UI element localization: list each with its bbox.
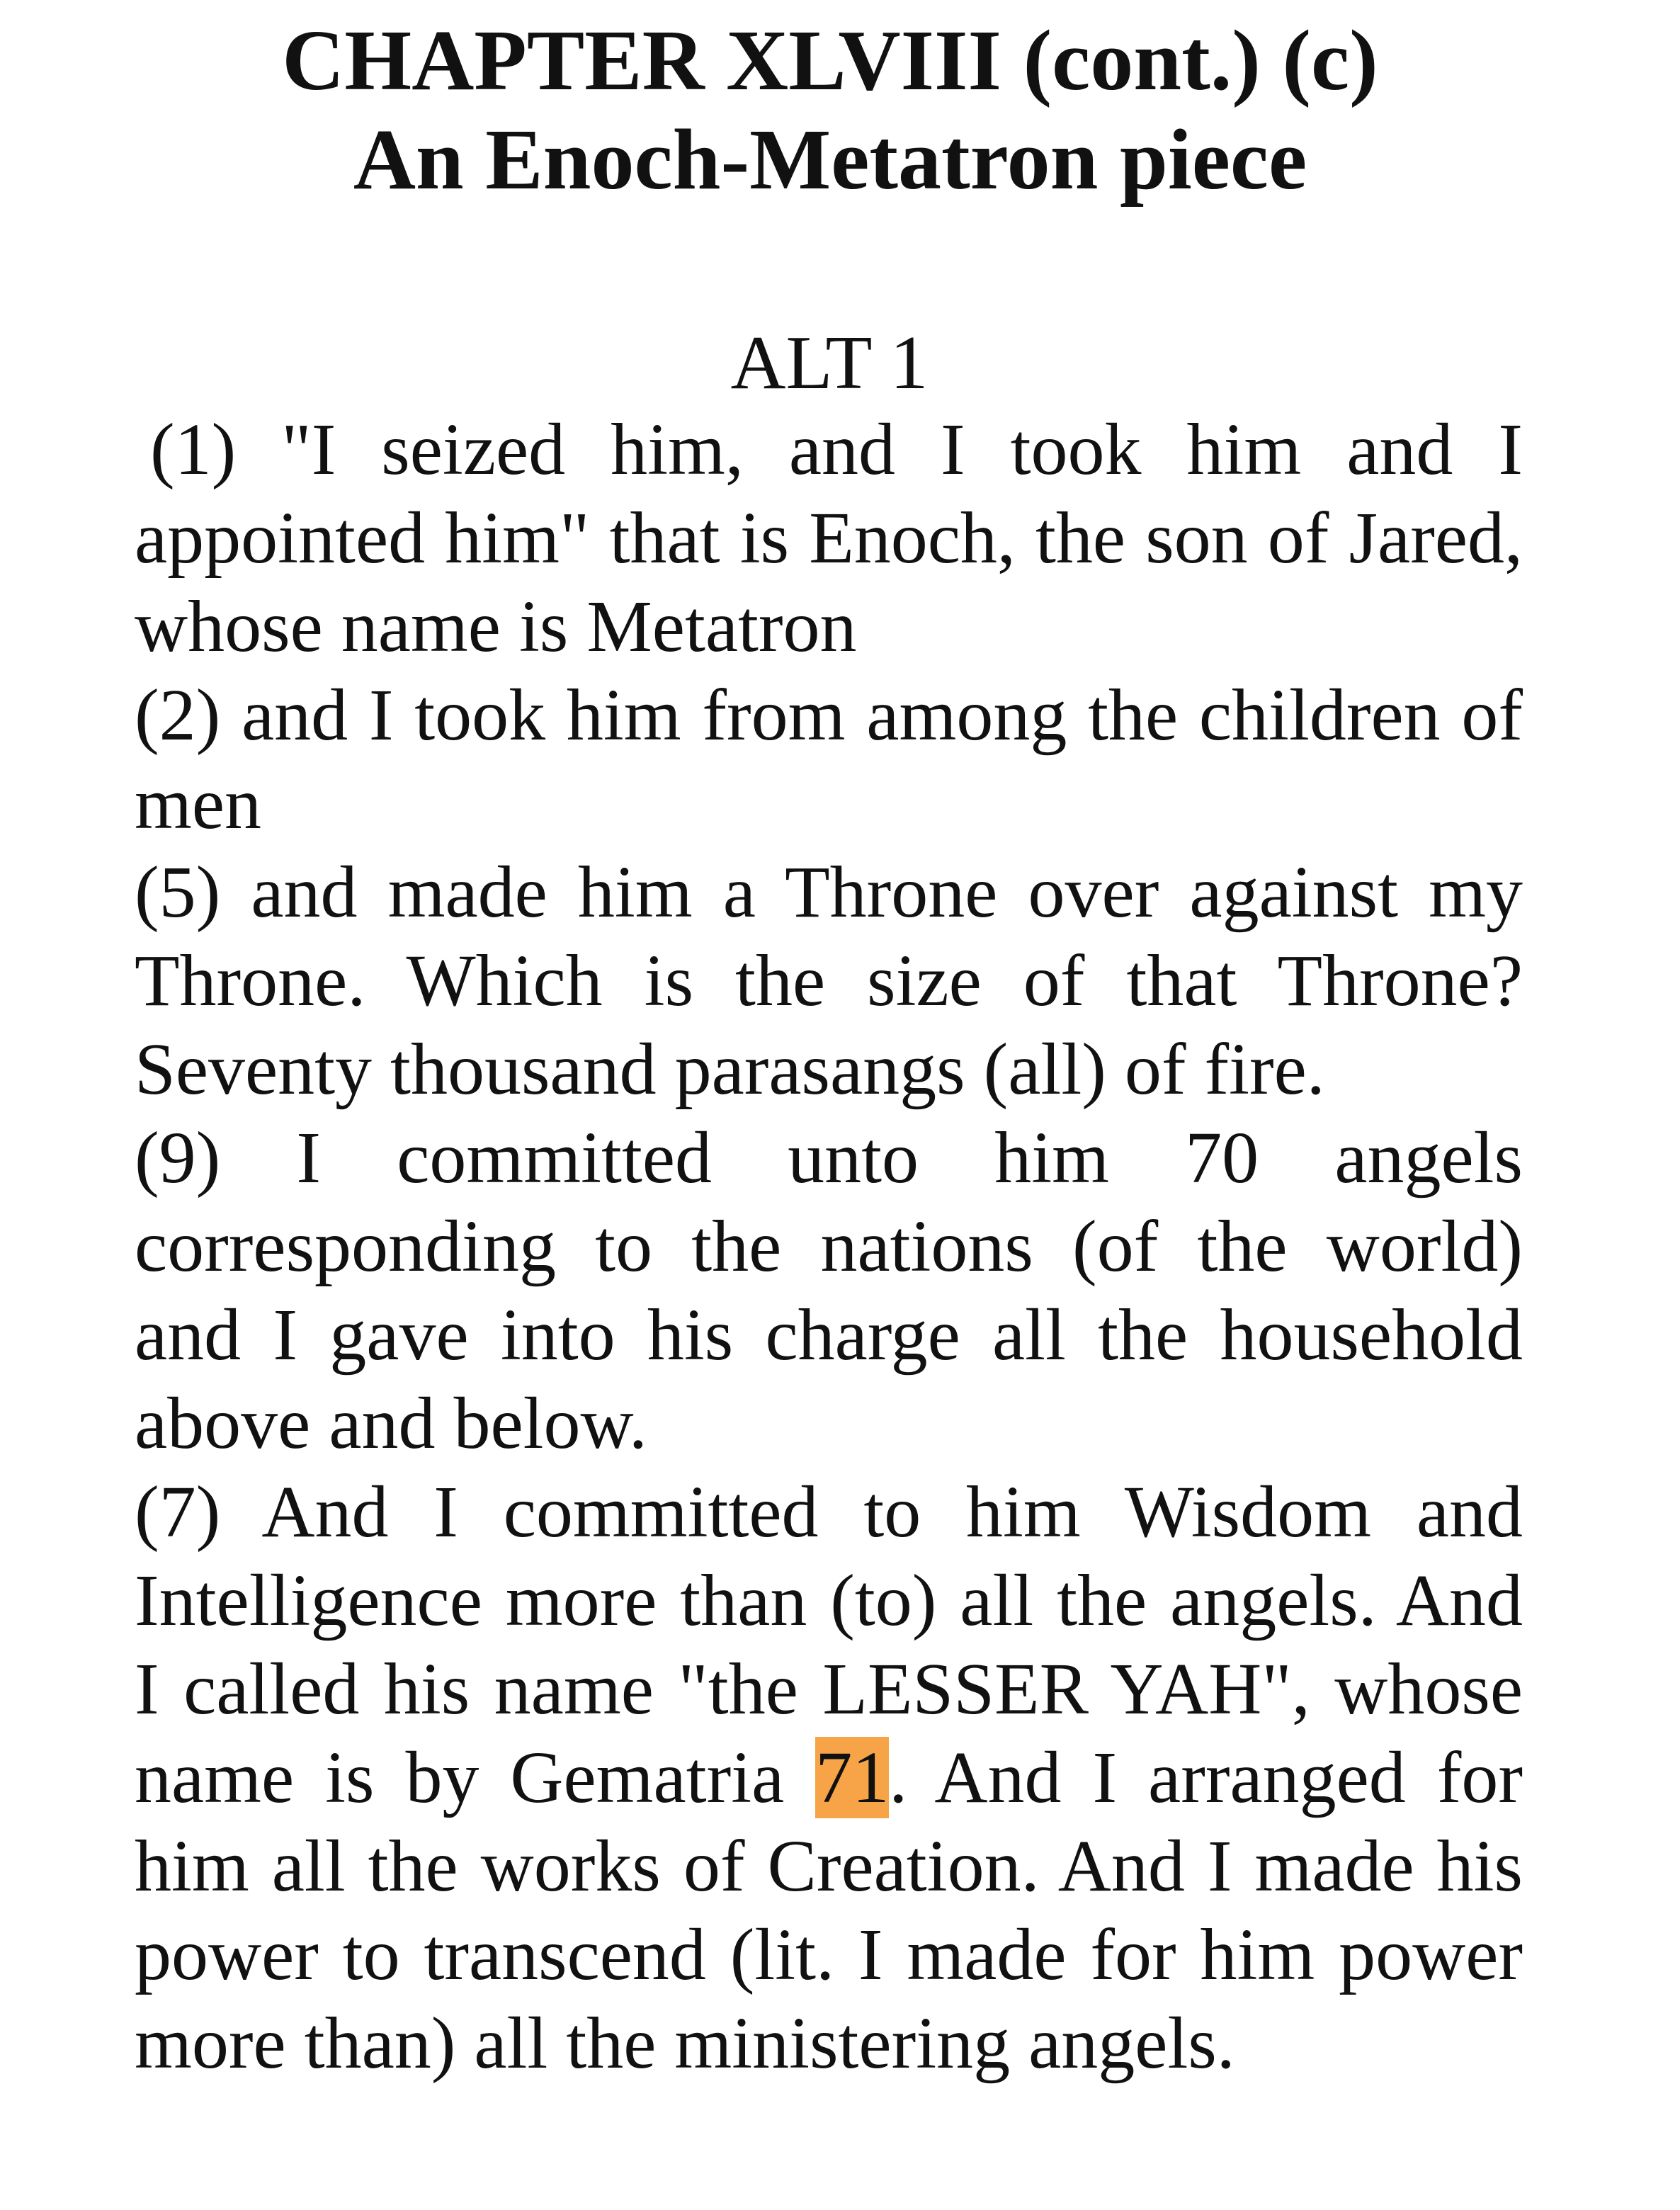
paragraph-7 [135, 1468, 1523, 2087]
paragraph-7-start: (7) And I committed to him Wisdom and Intelligence more than (to) all the angels. And I called his name "the LESSER YAH", whose name is by Gematria [135, 1471, 1523, 1818]
highlighted-number[interactable]: 71 [815, 1737, 890, 1818]
paragraph-1: (1) "I seized him, and I took him and I appointed him" that is Enoch, the son of Jared, whose name is Metatron [135, 409, 1523, 667]
chapter-subtitle: An Enoch-Metatron piece [353, 112, 1307, 208]
paragraph-2: (2) and I took him from among the children of men [135, 674, 1523, 844]
body-text [135, 405, 1523, 2087]
paragraph-5: (5) and made him a Throne over against my Throne. Which is the size of that Throne? Seventy thousand parasangs (all) of fire. [135, 851, 1523, 1110]
section-heading: ALT 1 [730, 321, 929, 405]
chapter-title: CHAPTER XLVIII (cont.) (c) [282, 13, 1378, 108]
paragraph-9: (9) I committed unto him 70 angels corresponding to the nations (of the world) and I gave into his charge all the household above and below. [135, 1117, 1523, 1464]
paragraph-7-end: . And I arranged for him all the works of Creation. And I made his power to transcend (lit. I made for him power more than) all the ministering angels. [135, 1737, 1523, 2084]
